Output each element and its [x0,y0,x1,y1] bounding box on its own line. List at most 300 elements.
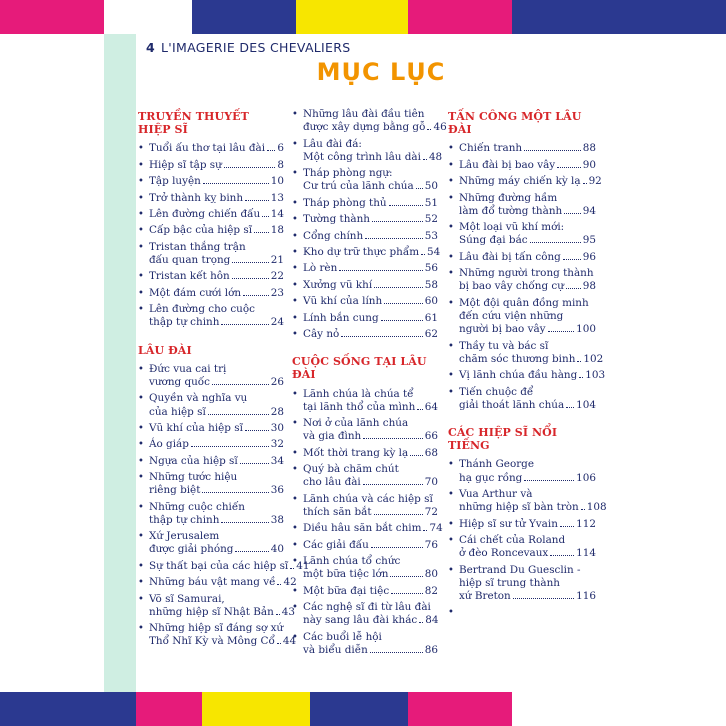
toc-entry-title: • Lâu đài bị bao vây [459,158,556,171]
toc-page-number: 86 [424,643,438,656]
toc-entry-title: • Xưởng vũ khí [303,278,373,291]
toc-entry-title: • Những báu vật mang về [149,576,276,589]
toc-entry-title: • Hiệp sĩ tập sự [149,158,222,171]
toc-entry-title: Bertrand Du Guesclin - [459,563,581,576]
toc-entry[interactable] [448,175,602,188]
toc-page-number: 108 [586,501,607,514]
toc-entry-title: Lãnh chúa tổ chức [303,555,401,568]
toc-entry[interactable] [138,559,310,573]
toc-entry-line [303,463,438,476]
toc-page-number: 43 [281,605,296,618]
toc-entry-line [459,577,596,590]
toc-entry-title: hiệp sĩ trung thành [459,576,561,589]
dot-leader [232,262,268,263]
dot-leader [191,446,269,447]
toc-entry[interactable] [448,369,606,382]
toc-entry[interactable] [138,422,284,435]
dot-leader [245,200,269,201]
toc-entry[interactable] [292,295,438,308]
dot-leader [221,522,268,523]
stripe-magenta [408,0,512,34]
toc-page-number: 104 [576,398,596,411]
toc-entry-title: Lãnh chúa và các hiệp sĩ [303,492,433,505]
toc-entry[interactable] [292,493,438,519]
toc-page-number: 92 [588,175,602,188]
toc-entry-title: • Cây nỏ [303,327,340,340]
dot-leader [232,278,269,279]
toc-page-number: 8 [277,158,284,171]
toc-entry-line [149,622,284,635]
toc-entry[interactable] [138,241,284,267]
toc-page-number: 21 [270,253,284,266]
toc-page-number: 22 [270,270,284,283]
toc-entry[interactable] [292,388,438,414]
dot-leader [564,213,581,214]
toc-page-number: 62 [424,327,438,340]
toc-page-number: 51 [424,196,438,209]
dot-leader [371,547,423,548]
toc-entry-line [149,175,284,188]
toc-page-number: 36 [270,484,284,497]
toc-entry[interactable] [138,471,284,497]
toc-entry-title: Các nghệ sĩ đi từ lâu đài [303,601,431,614]
toc-entry-line [459,458,596,471]
dot-leader [566,288,581,289]
toc-entry-line [303,150,443,164]
toc-entry-line [149,605,296,619]
toc-entry-line [459,310,596,323]
toc-entry[interactable] [138,363,284,389]
dot-leader [262,216,269,217]
toc-entry-title: • Áo giáp [149,438,189,451]
toc-entry-line [303,476,438,489]
toc-entry-line [149,192,284,205]
toc-entry[interactable] [448,564,596,604]
toc-entry-title: Những hiệp sĩ đáng sợ xứ [149,622,284,635]
dot-leader [577,361,581,362]
dot-leader [560,526,574,527]
toc-entry-line [149,484,284,497]
toc-entry-line [459,192,596,205]
toc-entry-line [149,316,284,329]
dot-leader [339,270,422,271]
toc-entry-line [303,539,438,552]
toc-entry[interactable] [448,192,596,218]
toc-entry[interactable] [138,392,284,418]
toc-entry-title: • Lên đường chiến đấu [149,207,261,220]
toc-entry[interactable] [292,328,438,341]
dot-leader [583,183,587,184]
toc-entry-title: vương quốc [149,375,210,388]
toc-entry-line [303,388,438,401]
toc-entry[interactable] [138,303,284,329]
toc-entry[interactable] [292,539,438,552]
toc-entry-line [303,401,438,414]
toc-page-number: 52 [424,213,438,226]
toc-page-number: 42 [283,576,297,589]
toc-entry-line [459,590,596,603]
top-color-stripe [0,0,726,34]
toc-entry[interactable] [448,534,596,560]
toc-entry[interactable] [292,262,438,275]
toc-page-number: 80 [424,568,438,581]
toc-entry[interactable] [138,208,284,221]
dot-leader [410,455,423,456]
toc-entry-title: • Các giải đấu [303,538,369,551]
toc-entry-line [459,534,596,547]
dot-leader [372,221,423,222]
bottom-color-stripe [0,692,726,726]
toc-entry-line [303,180,438,193]
toc-entry-line [303,328,438,341]
toc-entry-title: Tháp phòng ngự: [303,167,393,180]
toc-entry-line [149,159,284,172]
toc-entry[interactable] [292,167,438,193]
stripe-navy [310,692,408,726]
toc-entry-title: • Vị lãnh chúa đầu hàng [459,369,578,382]
toc-entry[interactable] [138,622,297,648]
toc-page-number: 76 [424,538,438,551]
toc-entry-line [303,506,438,519]
toc-entry-title: • Sự thất bại của các hiệp sĩ [149,559,289,572]
dot-leader [254,232,269,233]
dot-leader [581,509,585,510]
toc-entry-title: Thổ Nhĩ Kỳ và Mông Cổ [149,635,275,648]
section-heading: CUỘC SỐNG TẠI LÂU ĐÀI [292,355,427,382]
toc-entry-line [149,376,284,389]
toc-entry-title: Súng đại bác [459,234,528,247]
toc-page-number: 106 [576,471,596,484]
toc-entry[interactable] [292,108,447,134]
toc-entry-line [303,614,438,627]
toc-entry[interactable] [292,197,438,210]
toc-page-number: 32 [270,438,284,451]
toc-page-number: 50 [424,180,438,193]
toc-page-number: 53 [424,229,438,242]
toc-entry-line [303,447,438,460]
toc-entry[interactable] [138,287,284,300]
toc-entry-line [149,530,284,543]
stripe-magenta [408,692,512,726]
toc-entry-title: cho lâu đài [303,476,361,489]
toc-entry-title: • Lò rèn [303,262,338,275]
toc-page-number: 95 [582,234,596,247]
toc-entry-line [459,352,604,366]
toc-entry-line [303,568,438,581]
dot-leader [557,167,581,168]
dot-leader [417,409,422,410]
toc-entry-title: riêng biệt [149,484,201,497]
toc-entry-title: đến cứu viện những [459,309,564,322]
toc-entry[interactable] [292,213,438,226]
toc-entry-title: • Chiến tranh [459,142,523,155]
toc-entry-line [459,142,596,155]
toc-entry-line [459,234,596,247]
toc-entry-title: Cái chết của Roland [459,533,566,546]
toc-entry[interactable] [138,438,284,451]
toc-entry-title: • Tường thành [303,213,370,226]
stripe-yellow [296,0,408,34]
toc-page-number: 114 [576,547,596,560]
toc-page-number: 46 [433,121,447,134]
toc-page-number: 30 [270,421,284,434]
toc-entry-title: • Tháp phòng thủ [303,196,387,209]
toc-entry-line [149,438,284,451]
toc-entry[interactable] [448,339,604,366]
toc-page-number: 60 [424,295,438,308]
toc-entry[interactable] [292,463,438,489]
toc-entry-title: Lãnh chúa là chúa tể [303,387,414,400]
toc-page-number: 10 [270,175,284,188]
toc-page-number: 38 [270,513,284,526]
toc-page-number: 72 [424,505,438,518]
toc-entry-title: • Diều hâu săn bắt chim [303,522,422,535]
toc-entry-line [303,295,438,308]
toc-entry-line [149,241,284,254]
toc-entry-title: Cư trú của lãnh chúa [303,180,414,193]
toc-entry-line [303,230,438,243]
toc-entry[interactable] [292,312,438,325]
dot-leader [563,259,581,260]
section-heading: TẤN CÔNG MỘT LÂU ĐÀI [448,110,582,137]
stripe-white [626,692,726,726]
toc-column-2 [292,108,447,660]
toc-entry[interactable] [292,137,443,164]
toc-entry-title: thích săn bắt [303,505,372,518]
toc-page-number: 88 [582,142,596,155]
toc-page-number: 64 [424,400,438,413]
toc-entry-line [149,635,297,648]
toc-entry-title: Tristan thắng trận [149,240,246,253]
toc-entry[interactable] [448,221,596,247]
toc-entry-line [303,631,438,644]
toc-entry[interactable] [138,142,284,155]
toc-page-number: 103 [585,369,606,382]
stripe-magenta [136,692,202,726]
toc-entry-line [303,121,447,134]
toc-entry-line [303,644,438,657]
toc-entry[interactable] [292,555,438,581]
toc-entry-title: • Vũ khí của lính [303,295,383,308]
toc-entry[interactable] [292,447,438,460]
page-title: MỤC LỤC [316,58,446,86]
toc-entry-line [459,267,596,280]
toc-page-number: 112 [576,517,596,530]
toc-entry-title: được giải phóng [149,543,234,556]
toc-entry-title: • Cổng chính [303,229,364,242]
toc-entry-title: • Một bữa đại tiệc [303,584,390,597]
toc-entry-title: Quyền và nghĩa vụ [149,392,248,405]
toc-entry[interactable] [448,142,596,155]
toc-entry[interactable] [138,224,284,237]
toc-entry-line [149,303,284,316]
toc-entry[interactable] [138,576,297,589]
toc-entry-title: thập tự chinh [149,513,220,526]
toc-entry-title: Võ sĩ Samurai, [149,592,225,605]
toc-entry-line [149,559,310,573]
toc-entry-line [303,197,438,210]
toc-entry-line [149,224,284,237]
dot-leader [202,492,268,493]
toc-entry[interactable] [448,487,607,514]
toc-entry-line [149,514,284,527]
running-title: L'IMAGERIE DES CHEVALIERS [161,40,351,55]
toc-entry-title: Những đường hầm [459,191,558,204]
dot-leader [389,205,423,206]
toc-entry[interactable] [138,270,284,283]
dot-leader [524,150,581,151]
toc-entry-title: Một đội quân đồng minh [459,296,589,309]
toc-entry[interactable] [448,159,596,172]
toc-entry-line [149,576,297,589]
toc-entry-line [303,245,441,259]
dot-leader [221,324,268,325]
toc-entry[interactable] [448,386,596,412]
toc-entry-title: chăm sóc thương binh [459,352,576,365]
dot-leader [212,384,269,385]
toc-entry-line [149,392,284,405]
dot-leader [419,622,423,623]
toc-entry-line [149,422,284,435]
toc-column-3 [448,108,607,619]
toc-entry-line [459,221,596,234]
toc-page-number: 34 [270,454,284,467]
stripe-white [512,692,626,726]
toc-entry[interactable] [448,458,596,484]
toc-entry[interactable] [138,159,284,172]
dot-leader [513,598,574,599]
toc-entry-line [459,386,596,399]
toc-entry-line [459,159,596,172]
dot-leader [423,159,427,160]
dot-leader [363,484,423,485]
dot-leader [579,377,583,378]
toc-page-number: 102 [583,352,604,365]
toc-entry[interactable] [292,279,438,292]
dot-leader [370,652,423,653]
running-header [146,40,350,55]
toc-entry-title: người bị bao vây [459,323,546,336]
toc-entry-title: • Trở thành kỵ binh [149,191,244,204]
toc-entry-line [459,399,596,412]
toc-page-number: 24 [270,316,284,329]
section-heading: LÂU ĐÀI [138,343,192,357]
toc-page-number: 84 [425,614,439,627]
toc-entry[interactable] [448,251,596,264]
toc-entry-title: • Ngựa của hiệp sĩ [149,454,238,467]
dot-leader [374,287,423,288]
toc-entry-title: • Tristan kết hôn [149,270,230,283]
toc-entry[interactable] [292,245,441,259]
toc-entry[interactable] [292,585,438,598]
toc-entry[interactable] [138,530,284,556]
toc-entry-line [459,472,596,485]
toc-entry-title: này sang lâu đài khác [303,614,418,627]
dot-leader [566,407,574,408]
right-margin [626,34,726,692]
dot-leader [365,238,423,239]
toc-page-number: 58 [424,278,438,291]
stripe-navy [192,0,296,34]
toc-entry-line [459,175,602,188]
toc-entry[interactable] [138,192,284,205]
toc-entry-line [459,297,596,310]
toc-page-number: 70 [424,476,438,489]
toc-entry-line [303,312,438,325]
toc-entry-line [149,208,284,221]
dot-leader [384,303,423,304]
toc-entry-title: Thầy tu và bác sĩ [459,339,549,352]
toc-entry[interactable] [448,267,596,293]
toc-entry-title: bị bao vây chống cự [459,280,564,293]
toc-entry[interactable] [292,631,438,657]
toc-entry[interactable] [138,455,284,468]
toc-entry[interactable] [292,230,438,243]
dot-leader [277,584,281,585]
dot-leader [277,643,281,644]
toc-page-number: 28 [270,405,284,418]
toc-entry-title: và biểu diễn [303,643,368,656]
toc-entry-line [303,555,438,568]
toc-entry-line [459,501,607,514]
toc-entry-title: và gia đình [303,430,362,443]
toc-entry-title: • Mốt thời trang kỳ lạ [303,446,409,459]
toc-page-number: 14 [270,207,284,220]
toc-entry-title: • Vũ khí của hiệp sĩ [149,421,243,434]
toc-entry-line [303,417,438,430]
toc-entry-title: Những tước hiệu [149,471,238,484]
toc-entry-title: • Những máy chiến kỳ lạ [459,175,581,188]
toc-entry-line [303,430,438,443]
toc-entry[interactable] [448,297,596,337]
toc-entry[interactable] [138,592,296,619]
dot-leader [548,331,575,332]
toc-page-number: 116 [576,589,596,602]
toc-entry[interactable] [292,417,438,443]
toc-entry[interactable] [292,522,443,535]
toc-page-number: 74 [429,522,443,535]
toc-entry-line [459,280,596,293]
toc-entry-title: • Một đám cưới lớn [149,286,242,299]
dot-leader [391,593,423,594]
toc-entry-line [149,543,284,556]
dot-leader [374,514,423,515]
toc-entry[interactable] [138,175,284,188]
toc-entry-title: Vua Arthur và [459,487,533,500]
toc-entry-line [149,471,284,484]
toc-entry-line [303,493,438,506]
toc-entry-title: • Hiệp sĩ sư tử Yvain [459,517,558,530]
toc-entry-title: một bữa tiệc lớn [303,568,389,581]
left-mint-band [104,34,136,692]
section-heading: CÁC HIỆP SĨ NỔI TIẾNG [448,425,558,453]
toc-entry[interactable] [292,601,438,627]
toc-page-number: 48 [428,150,443,163]
toc-entry-title: Một loại vũ khí mới: [459,221,565,234]
toc-entry[interactable] [448,518,596,531]
stripe-white [104,0,192,34]
stripe-navy [512,0,726,34]
toc-entry-title: Một công trình lâu dài [303,150,421,163]
dot-leader [390,576,422,577]
toc-entry-title: Lâu đài đá: [303,137,362,150]
dot-leader [363,438,423,439]
toc-entry[interactable] [138,501,284,527]
stripe-yellow [202,692,310,726]
dot-leader [203,183,269,184]
toc-entry-title: Thánh George [459,458,534,471]
toc-entry-line [459,547,596,560]
